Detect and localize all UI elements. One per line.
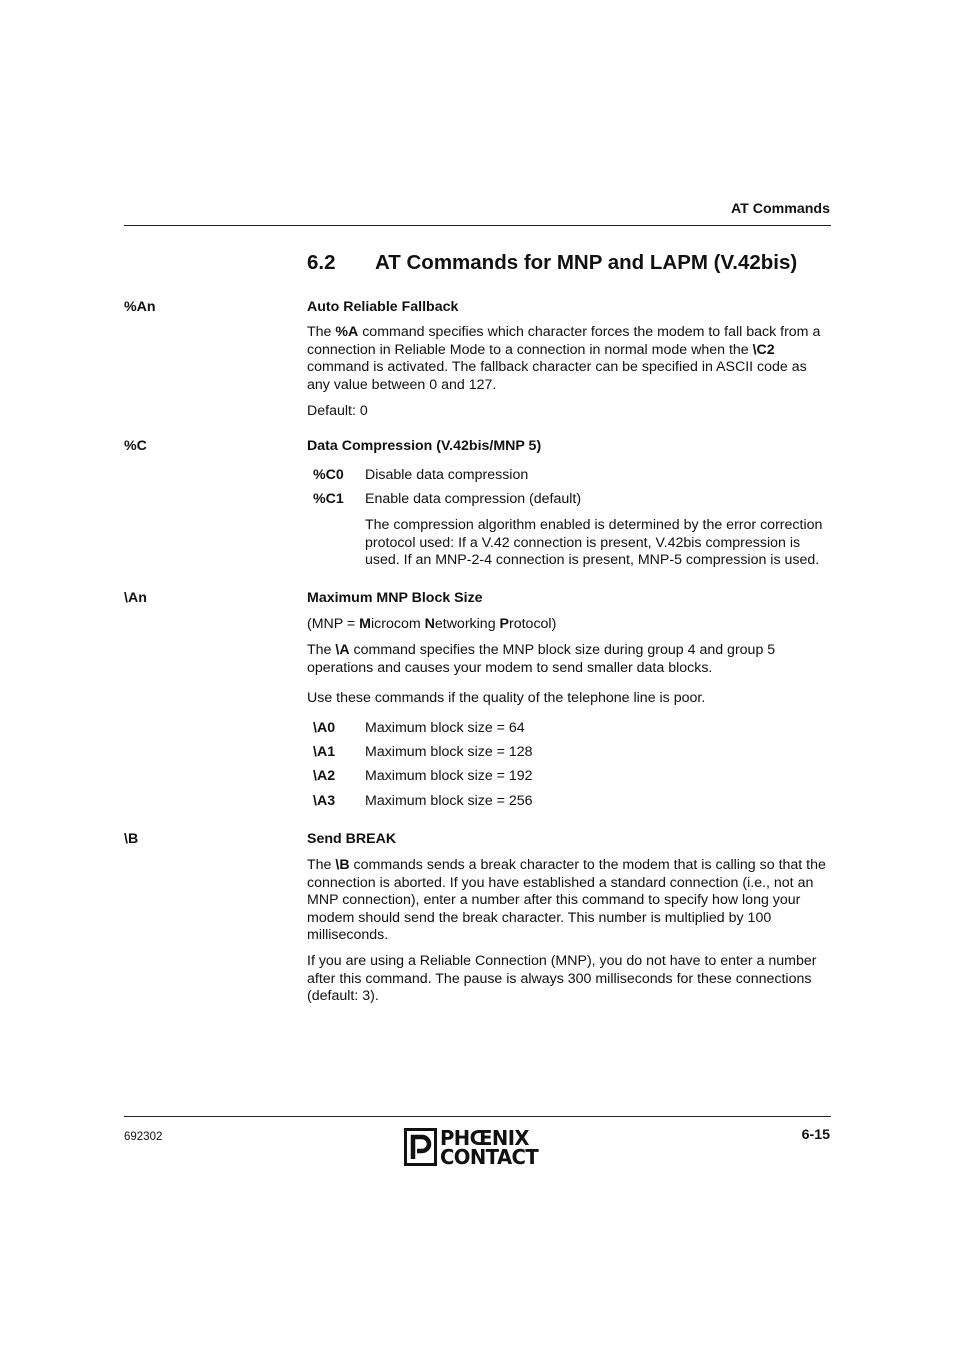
inline-command: \A [335, 642, 350, 658]
compression-note: The compression algorithm enabled is determined by the error correction protocol used: If a V.42 connection is present, V.42bis compression is used. If an MNP-2-4 connection is present, MNP-5 compression is used. [365, 517, 823, 569]
option-code: \A0 [313, 720, 336, 736]
page-number: 6-15 [801, 1127, 830, 1143]
initial-letter: N [424, 616, 435, 632]
command-label-percent-an: %An [124, 299, 156, 315]
option-code: %C1 [313, 491, 344, 507]
command-label-backslash-an: \An [124, 590, 147, 606]
entry-heading-send-break: Send BREAK [307, 831, 397, 847]
paragraph-reliable-connection: If you are using a Reliable Connection (MNP), you do not have to enter a number after this command. The pause is always 300 milliseconds for these connections (default: 3). [307, 953, 817, 1005]
mnp-expansion [307, 616, 831, 634]
entry-heading-auto-reliable-fallback: Auto Reliable Fallback [307, 299, 459, 315]
text-run: The [307, 642, 336, 658]
entry-heading-data-compression: Data Compression (V.42bis/MNP 5) [307, 438, 542, 454]
paragraph-auto-reliable-fallback [307, 324, 831, 394]
logo-text-line1: PHŒNIX [440, 1126, 529, 1150]
command-label-percent-c: %C [124, 438, 147, 454]
paragraph-send-break [307, 857, 831, 945]
inline-command: \C2 [752, 341, 775, 358]
inline-command: %A [335, 324, 359, 340]
option-description: Disable data compression [365, 467, 529, 483]
header-rule [124, 225, 831, 226]
section-number: 6.2 [307, 251, 336, 274]
text-run: command specifies which character forces the modem to fall back from a connection in Reliable Mode to a connection in normal mode when the [307, 324, 821, 358]
paragraph-line-quality: Use these commands if the quality of the telephone line is poor. [307, 690, 706, 706]
running-header: AT Commands [730, 201, 830, 217]
paragraph-block-size [307, 642, 831, 677]
text-run: etworking [434, 616, 500, 632]
footer-rule [124, 1116, 831, 1117]
text-run: command is activated. The fallback character can be specified in ASCII code as any value between 0 and 127. [307, 359, 807, 393]
text-run: (MNP = [307, 616, 360, 632]
text-run: rotocol) [509, 616, 557, 632]
option-description: Maximum block size = 256 [365, 793, 533, 809]
text-run: The [307, 857, 336, 873]
option-description: Maximum block size = 192 [365, 768, 533, 784]
entry-heading-max-block-size: Maximum MNP Block Size [307, 590, 483, 606]
initial-letter: P [499, 616, 509, 632]
default-value: Default: 0 [307, 403, 368, 419]
document-number: 692302 [124, 1131, 163, 1143]
initial-letter: M [359, 616, 371, 632]
option-description: Maximum block size = 64 [365, 720, 525, 736]
option-code: \A3 [313, 793, 336, 809]
option-description: Enable data compression (default) [365, 491, 582, 507]
text-run: icrocom [371, 616, 425, 632]
logo-text-line2: CONTACT [440, 1145, 539, 1169]
option-description: Maximum block size = 128 [365, 744, 533, 760]
inline-command: \B [335, 857, 350, 873]
text-run: commands sends a break character to the modem that is calling so that the connection is aborted. If you have established a standard connection (i.e., not an MNP connection), enter a number after this command to specify how long your modem should send the break character. This number is multiplied by 100 milliseconds. [307, 857, 826, 944]
option-code: \A1 [313, 744, 336, 760]
text-run: The [307, 324, 336, 340]
phoenix-contact-logo [404, 1128, 552, 1168]
command-label-backslash-b: \B [124, 831, 139, 847]
option-code: %C0 [313, 467, 344, 483]
logo-mark-icon [404, 1128, 437, 1166]
text-run: command specifies the MNP block size during group 4 and group 5 operations and causes your modem to send smaller data blocks. [307, 642, 776, 676]
section-title: AT Commands for MNP and LAPM (V.42bis) [375, 251, 798, 274]
option-code: \A2 [313, 768, 336, 784]
